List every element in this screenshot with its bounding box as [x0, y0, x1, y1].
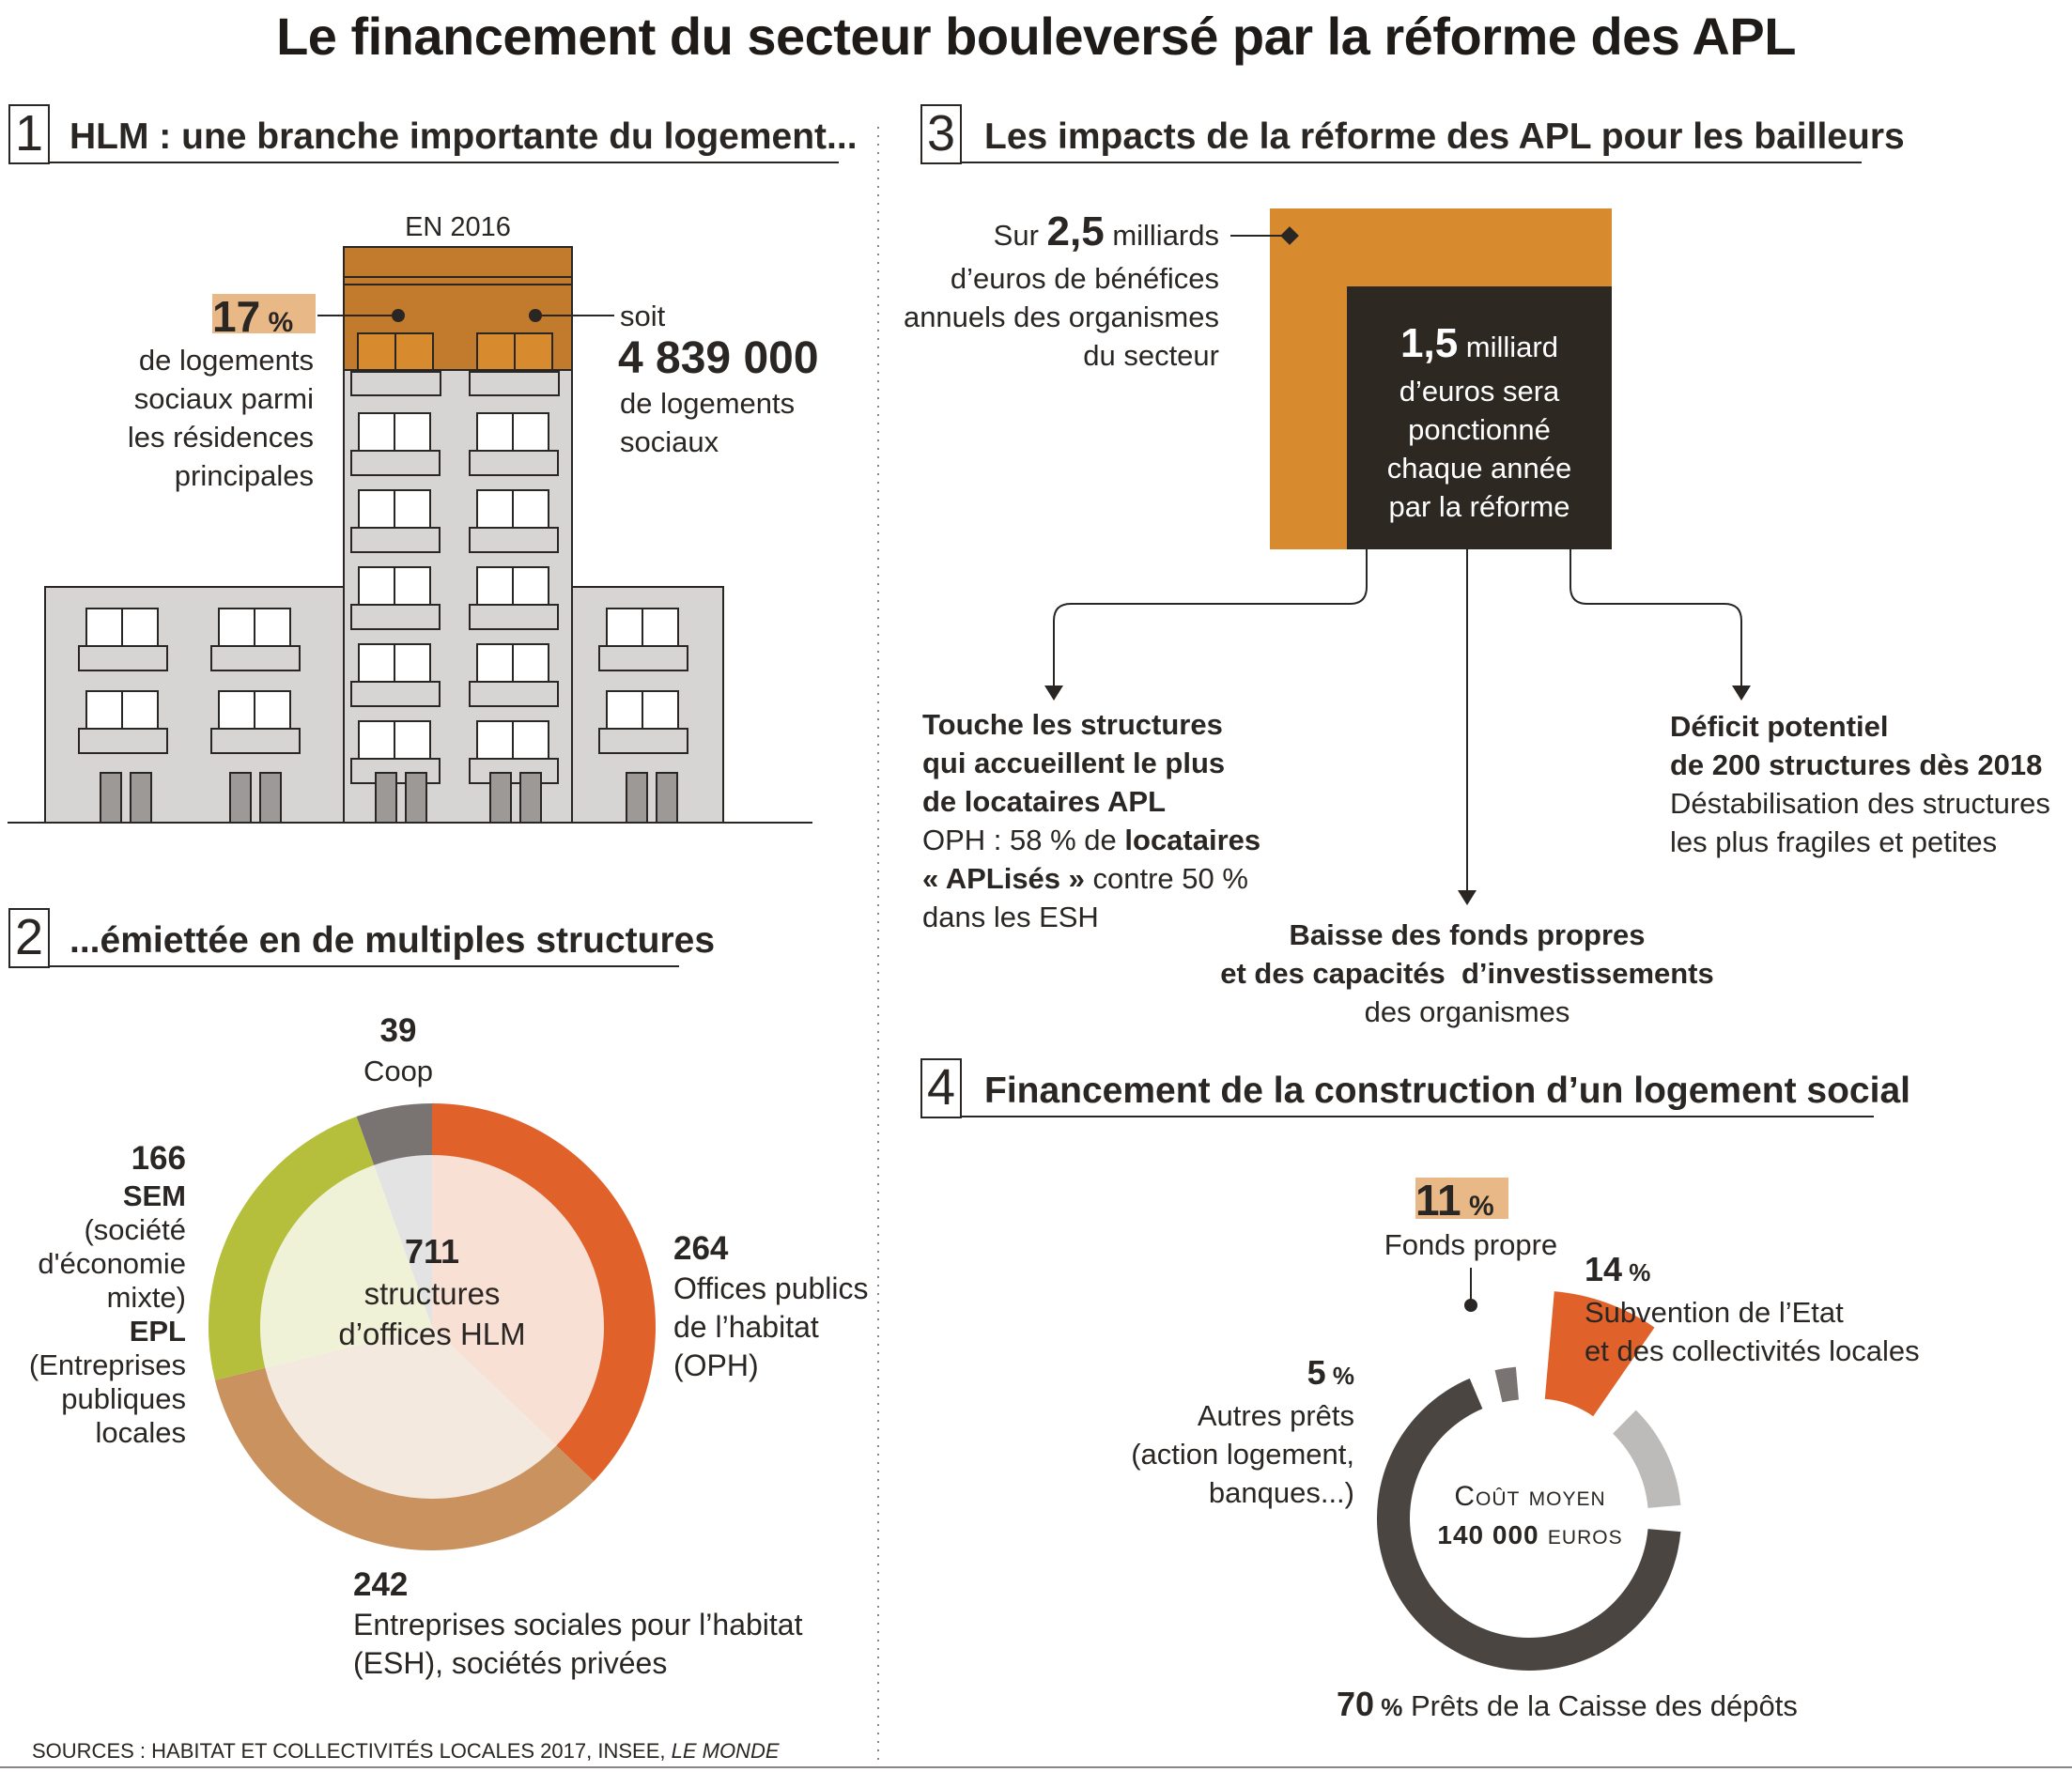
- fonds-label: [1415, 1175, 1494, 1225]
- impact-deficit: [1670, 707, 2050, 861]
- ponction-unit: milliard: [1458, 331, 1558, 363]
- pct17-unit: %: [260, 307, 294, 338]
- impact-fonds-bold: et des capacités d’investissements: [1220, 957, 1714, 990]
- pct17-description: [56, 341, 314, 495]
- hlm-donut-center-label: [282, 1230, 582, 1354]
- balcony: [470, 759, 558, 783]
- impact-deficit-bold: de 200 structures dès 2018: [1670, 748, 2043, 781]
- epl-name: EPL: [129, 1315, 186, 1348]
- cost-center-value: 140 000: [1437, 1520, 1539, 1549]
- coop-label: [342, 1010, 455, 1090]
- section2-title: ...émiettée en de multiples structures: [70, 920, 716, 961]
- ponction-text-line: par la réforme: [1388, 490, 1570, 523]
- impact-structures-bold: de locataires APL: [922, 785, 1167, 818]
- section4-number: 4: [926, 1059, 956, 1116]
- hlm-total-text: d’offices HLM: [338, 1317, 526, 1351]
- balcony: [351, 528, 440, 552]
- pct17-text-line: les résidences: [127, 421, 314, 454]
- impact-structures-text: dans les ESH: [922, 901, 1099, 933]
- oph-text-line: Offices publics: [673, 1271, 869, 1305]
- ponction-text-line: d’euros sera: [1399, 375, 1560, 408]
- hlm-total-value: 711: [404, 1232, 460, 1271]
- subvention-unit: %: [1622, 1258, 1651, 1287]
- pct17-value: 17: [212, 292, 261, 341]
- sources-text: SOURCES : HABITAT ET COLLECTIVITÉS LOCALES 2017, INSEE,: [32, 1739, 672, 1763]
- epl-text-line: publiques: [61, 1382, 186, 1415]
- impact-structures-bold: Touche les structures: [922, 708, 1223, 741]
- balcony: [470, 451, 558, 475]
- benefits-text-line: annuels des organismes: [903, 300, 1219, 333]
- impact-deficit-text: Déstabilisation des structures: [1670, 787, 2050, 820]
- autres-unit: %: [1325, 1362, 1354, 1390]
- fonds-name: Fonds propre: [1384, 1228, 1558, 1261]
- balcony: [599, 729, 688, 753]
- balcony: [470, 682, 558, 706]
- balcony: [599, 646, 688, 670]
- balcony: [79, 646, 167, 670]
- year-label: EN 2016: [405, 212, 511, 242]
- sem-name: SEM: [122, 1179, 186, 1212]
- fonds-value: 11: [1415, 1176, 1461, 1225]
- subvention-text-line: et des collectivités locales: [1585, 1334, 1920, 1367]
- ponction-text-line: chaque année: [1386, 452, 1572, 485]
- fonds-pointer-dot: [1464, 1299, 1477, 1312]
- benefits-label: [874, 208, 1219, 375]
- epl-text-line: (Entreprises: [28, 1348, 186, 1381]
- benefits-text-line: d’euros de bénéfices: [950, 262, 1219, 295]
- subvention-text-line: Subvention de l’Etat: [1585, 1296, 1844, 1329]
- autres-text-line: (action logement,: [1131, 1438, 1354, 1471]
- oph-text-line: (OPH): [673, 1348, 759, 1382]
- oph-value: 264: [673, 1230, 729, 1267]
- cost-center-title: Coût moyen: [1454, 1481, 1606, 1512]
- caisse-unit: %: [1374, 1693, 1403, 1721]
- cost-center-label: [1401, 1477, 1659, 1554]
- section3-title: Les impacts de la réforme des APL pour les bailleurs: [984, 116, 1905, 157]
- balcony: [351, 451, 440, 475]
- social-housing-count: 4 839 000: [618, 333, 819, 383]
- esh-text-line: (ESH), sociétés privées: [353, 1646, 668, 1680]
- impact-deficit-bold: Déficit potentiel: [1670, 710, 1889, 743]
- section4-title: Financement de la construction d’un logement social: [984, 1071, 1910, 1111]
- balcony: [351, 682, 440, 706]
- ponction-label: [1347, 319, 1612, 526]
- count-text-line: de logements: [620, 387, 796, 420]
- pct17-text-line: sociaux parmi: [133, 382, 314, 415]
- section2-number: 2: [14, 909, 44, 965]
- autres-text-line: banques...): [1208, 1476, 1354, 1509]
- sem-epl-label: [9, 1138, 186, 1450]
- impact-structures-bold: locataires: [1124, 824, 1261, 856]
- impact-structures-bold: qui accueillent le plus: [922, 747, 1226, 779]
- pct17-text-line: de logements: [138, 344, 314, 377]
- social-housing-description: [620, 384, 795, 461]
- impact-fonds: [1185, 916, 1749, 1031]
- soit-label: soit: [620, 300, 666, 332]
- benefits-value: 2,5: [1046, 208, 1105, 254]
- cost-segment-autres-prets: [1495, 1367, 1519, 1403]
- oph-label: [673, 1228, 869, 1385]
- epl-text-line: locales: [95, 1416, 186, 1449]
- sem-text-line: mixte): [106, 1281, 186, 1314]
- benefits-text-line: du secteur: [1083, 339, 1219, 372]
- balcony: [211, 729, 300, 753]
- sem-text-line: (société: [84, 1213, 186, 1246]
- balcony: [351, 605, 440, 629]
- count-text-line: sociaux: [620, 425, 719, 458]
- impact-structures: [922, 705, 1260, 936]
- balcony: [470, 528, 558, 552]
- hlm-total-text: structures: [363, 1276, 501, 1311]
- cost-center-unit: euros: [1539, 1519, 1623, 1550]
- impact-structures-text: OPH : 58 % de: [922, 824, 1125, 856]
- ponction-value: 1,5: [1400, 320, 1459, 366]
- balcony: [79, 729, 167, 753]
- autres-value: 5: [1307, 1353, 1326, 1392]
- caisse-text: Prêts de la Caisse des dépôts: [1402, 1689, 1798, 1722]
- esh-text-line: Entreprises sociales pour l’habitat: [353, 1608, 803, 1641]
- pct17-text-line: principales: [174, 459, 314, 492]
- impact-structures-text: contre 50 %: [1084, 862, 1248, 895]
- esh-value: 242: [353, 1566, 409, 1603]
- coop-name: Coop: [363, 1055, 434, 1087]
- oph-text-line: de l’habitat: [673, 1310, 819, 1344]
- autres-text-line: Autres prêts: [1197, 1399, 1354, 1432]
- main-title: Le financement du secteur bouleversé par la réforme des APL: [276, 7, 1796, 66]
- balcony: [470, 605, 558, 629]
- section1-number: 1: [14, 105, 44, 162]
- ponction-text-line: ponctionné: [1408, 413, 1551, 446]
- subvention-value: 14: [1585, 1250, 1623, 1288]
- impact-deficit-text: les plus fragiles et petites: [1670, 825, 1998, 858]
- sources: [32, 1739, 780, 1764]
- impact-fonds-text: des organismes: [1364, 995, 1570, 1028]
- sem-text-line: d'économie: [38, 1247, 186, 1280]
- impact-fonds-bold: Baisse des fonds propres: [1289, 918, 1646, 951]
- benefits-unit: milliards: [1104, 219, 1219, 252]
- coop-value: 39: [379, 1012, 417, 1049]
- caisse-label: [1337, 1685, 1798, 1727]
- autres-label: [1090, 1352, 1354, 1512]
- sem-value: 166: [131, 1140, 186, 1177]
- balcony: [211, 646, 300, 670]
- section1-title: HLM : une branche importante du logement...: [70, 116, 858, 157]
- caisse-value: 70: [1337, 1685, 1375, 1723]
- pct17-label: [212, 291, 293, 342]
- benefits-sur: Sur: [993, 219, 1047, 252]
- fonds-unit: %: [1461, 1191, 1494, 1222]
- sources-newspaper: LE MONDE: [671, 1739, 780, 1763]
- section3-number: 3: [926, 105, 956, 162]
- subvention-label: [1585, 1249, 1920, 1370]
- impact-structures-bold: « APLisés »: [922, 862, 1085, 895]
- esh-label: [353, 1564, 802, 1683]
